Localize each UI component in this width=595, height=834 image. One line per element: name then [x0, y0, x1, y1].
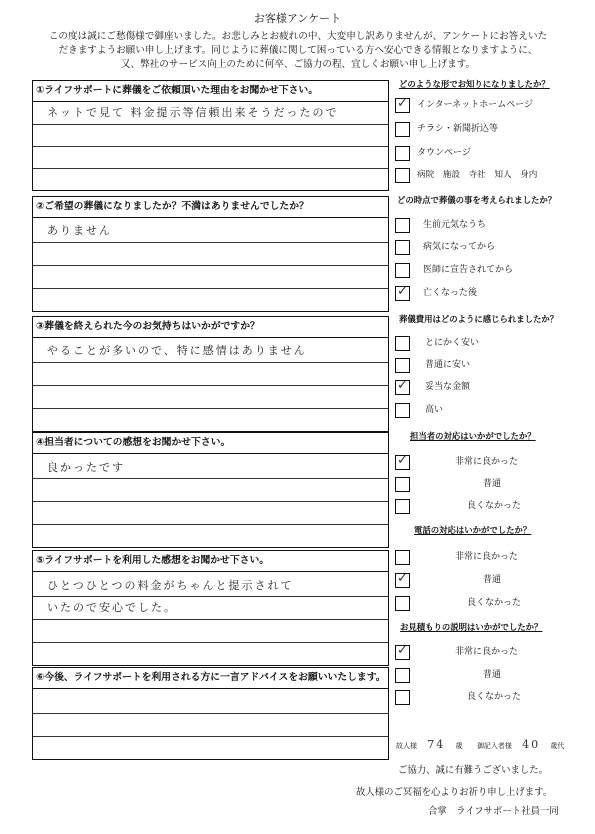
option-label: 病院 施設 寺社 知人 身内: [417, 170, 538, 180]
checkbox[interactable]: [395, 380, 410, 395]
question-5-label: ⑤ライフサポートを利用した感想をお聞かせ下さい。: [33, 551, 388, 572]
check-mark-icon: ✓: [397, 643, 408, 658]
checkbox[interactable]: [395, 596, 410, 611]
question-5-answer-line-2: いたので安心でした。: [47, 601, 177, 614]
question-1-box: [32, 80, 389, 191]
checkbox[interactable]: [395, 286, 410, 301]
age-unit: 歳: [455, 742, 463, 750]
intro-text: [22, 30, 574, 72]
prayer-text: 故人様のご冥福を心よりお祈り申し上げます。: [356, 787, 553, 798]
deceased-age[interactable]: 74: [427, 738, 446, 751]
checkbox[interactable]: [395, 477, 410, 492]
option-label: インターネットホームページ: [417, 100, 534, 110]
answer-line[interactable]: [33, 218, 388, 243]
right-q4-heading: 担当者の対応はいかがでしたか？: [410, 431, 536, 441]
checkbox[interactable]: [395, 263, 410, 278]
answer-line[interactable]: [33, 102, 388, 125]
answer-line[interactable]: [33, 169, 388, 190]
answer-line[interactable]: [33, 454, 388, 479]
option-label: 高い: [425, 405, 444, 415]
checkbox[interactable]: [395, 455, 410, 470]
option-label: とにかく安い: [425, 338, 480, 348]
answer-line[interactable]: [33, 525, 388, 547]
check-mark-icon: ✓: [397, 378, 408, 393]
answer-line[interactable]: [33, 386, 388, 409]
answer-line[interactable]: [33, 363, 388, 386]
question-4-answer: 良かったです: [47, 461, 125, 474]
check-mark-icon: ✓: [397, 284, 408, 299]
writer-age[interactable]: 40: [522, 738, 541, 751]
checkbox[interactable]: [395, 668, 410, 683]
intro-line-2: だきますようお願い申し上げます。同じように葬儀に関して困っている方へ安心できる情報となりますように、: [58, 45, 538, 56]
option-label: 良くなかった: [467, 598, 522, 608]
answer-line[interactable]: [33, 620, 388, 643]
option-label: チラシ・新聞折込等: [417, 124, 499, 134]
option-label: 普通: [483, 479, 502, 489]
answer-line[interactable]: [33, 289, 388, 311]
question-3-box: [32, 316, 389, 432]
checkbox[interactable]: [395, 218, 410, 233]
check-mark-icon: ✓: [397, 571, 408, 586]
question-6-label: ⑥今後、ライフサポートを利用される方に一言アドバイスをお願いいたします。: [33, 668, 388, 689]
question-3-label: ③葬儀を終えられた今のお気持ちはいかがですか？: [33, 317, 388, 338]
option-label: 医師に宣告されてから: [423, 265, 514, 275]
option-label: タウンページ: [417, 148, 471, 158]
right-q1-heading: どのような形でお知りになりましたか？: [399, 79, 550, 89]
checkbox[interactable]: [395, 645, 410, 660]
check-mark-icon: ✓: [397, 96, 408, 111]
question-2-box: [32, 196, 389, 312]
deceased-label: 故人様: [396, 742, 417, 750]
checkbox[interactable]: [395, 550, 410, 565]
question-2-label: ②ご希望の葬儀になりましたか？不満はありませんでしたか？: [33, 197, 388, 218]
answer-line[interactable]: [33, 714, 388, 737]
checkbox[interactable]: [395, 98, 410, 113]
answer-line[interactable]: [33, 737, 388, 759]
question-5-box: [32, 550, 389, 666]
question-2-answer: ありません: [47, 224, 112, 237]
option-label: 非常に良かった: [455, 647, 519, 657]
answer-line[interactable]: [33, 409, 388, 431]
checkbox[interactable]: [395, 240, 410, 255]
answer-line[interactable]: [33, 643, 388, 665]
answer-line[interactable]: [33, 125, 388, 147]
question-1-answer: ネットで見て 料金提示等信頼出来そうだったので: [47, 106, 339, 119]
right-q3-heading: 葬儀費用はどのように感じられましたか？: [399, 314, 559, 324]
option-label: 病気になってから: [423, 242, 496, 252]
option-label: 良くなかった: [467, 501, 522, 511]
answer-line[interactable]: [33, 266, 388, 289]
option-label: 良くなかった: [467, 692, 522, 702]
question-4-box: [32, 432, 389, 548]
question-1-label: ①ライフサポートに葬儀をご依頼頂いた理由をお聞かせ下さい。: [33, 81, 388, 102]
checkbox[interactable]: [395, 336, 410, 351]
writer-label: 御記入者様: [476, 742, 512, 750]
question-3-answer: やることが多いので、特に感情はありません: [47, 344, 307, 357]
checkbox[interactable]: [395, 358, 410, 373]
intro-line-3: 又、弊社のサービス向上のために何卒、ご協力の程、宜しくお願い申し上げます。: [120, 59, 476, 70]
checkbox[interactable]: [395, 168, 410, 183]
answer-line[interactable]: [33, 572, 388, 597]
option-label: 普通に安い: [425, 360, 471, 370]
option-label: 亡くなった後: [423, 288, 478, 298]
age-decade-unit: 歳代: [550, 742, 565, 750]
question-6-box: [32, 667, 389, 760]
answer-line[interactable]: [33, 597, 388, 620]
option-label: 非常に良かった: [455, 552, 519, 562]
checkbox[interactable]: [395, 122, 410, 137]
option-label: 妥当な金額: [425, 382, 471, 392]
checkbox[interactable]: [395, 573, 410, 588]
age-row: [396, 738, 564, 751]
survey-title: お客様アンケート: [253, 12, 342, 25]
answer-line[interactable]: [33, 502, 388, 525]
answer-line[interactable]: [33, 338, 388, 363]
thanks-text: ご協力、誠に有難うございました。: [398, 765, 549, 776]
answer-line[interactable]: [33, 479, 388, 502]
question-5-answer-line-1: ひとつひとつの料金がちゃんと提示されて: [47, 579, 294, 592]
signature-text: 合掌 ライフサポート社員一同: [428, 806, 559, 817]
checkbox[interactable]: [395, 499, 410, 514]
right-q2-heading: どの時点で葬儀の事を考えられましたか？: [397, 195, 557, 205]
checkbox[interactable]: [395, 403, 410, 418]
right-q6-heading: お見積もりの説明はいかがでしたか？: [400, 622, 543, 632]
option-label: 生前元気なうち: [423, 220, 487, 230]
right-q5-heading: 電話の対応はいかがでしたか？: [414, 525, 532, 535]
option-label: 普通: [483, 575, 502, 585]
checkbox[interactable]: [395, 690, 410, 705]
question-4-label: ④担当者についての感想をお聞かせ下さい。: [33, 433, 388, 454]
check-mark-icon: ✓: [397, 453, 408, 468]
option-label: 普通: [483, 670, 502, 680]
answer-line[interactable]: [33, 243, 388, 266]
intro-line-1: この度は誠にご愁傷様で御座いました。お悲しみとお疲れの中、大変申し訳ありませんが、アンケートにお答えいた: [48, 31, 548, 42]
checkbox[interactable]: [395, 146, 410, 161]
option-label: 非常に良かった: [455, 457, 519, 467]
answer-line[interactable]: [33, 689, 388, 714]
answer-line[interactable]: [33, 147, 388, 169]
